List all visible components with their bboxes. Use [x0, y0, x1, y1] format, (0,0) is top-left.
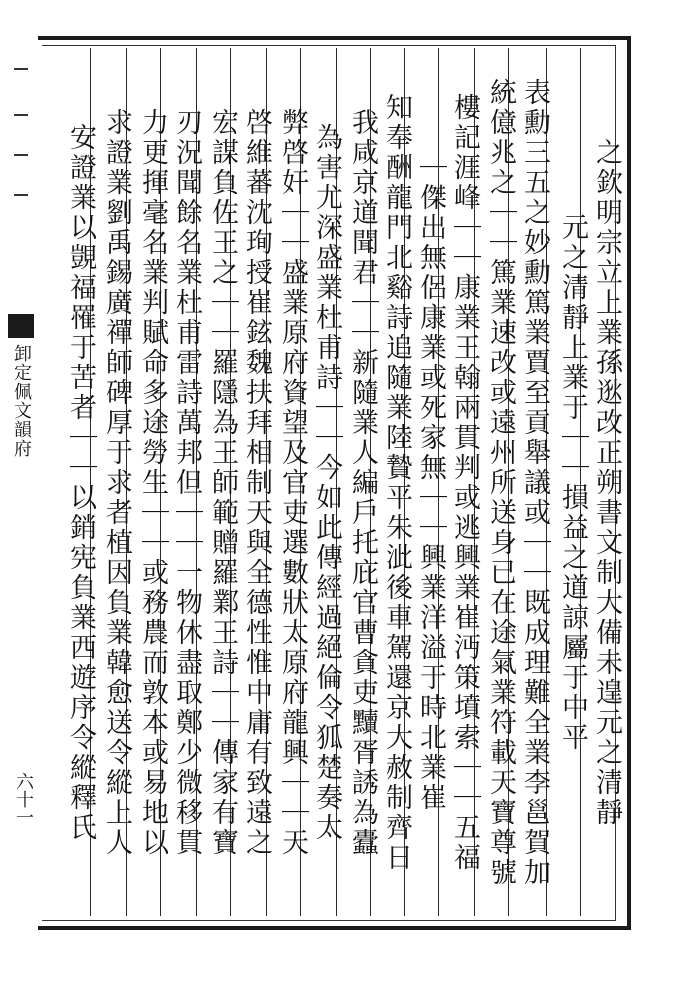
edge-mark: [14, 154, 28, 156]
edge-title: 卸定佩文韻府: [11, 344, 32, 458]
text-column-3: 表勳三五之妙勳篤業賈至貢舉議或｜｜既成理難全業李邕賀加: [519, 78, 550, 888]
text-column-10: 弊啓奸｜｜盛業原府資望及官吏選數狀太原府龍興｜｜天: [277, 108, 308, 858]
text-column-12: 宏謀負佐王之｜｜羅隱為王師範贈羅鄴王詩｜｜傳家有寶: [207, 108, 238, 858]
text-column-1: 之欽明宗立上業孫逖改正朔書文制大備未遑元之清靜: [591, 138, 622, 828]
text-column-6: ｜傑出無侶康業或死家無｜｜興業洋溢于時北業崔: [415, 153, 446, 813]
text-column-16: 安證業以覬福罹于苦者｜｜以銷宪負業西遊序令縱釋氏: [65, 123, 96, 843]
text-column-11: 啓維蕃沈珣授崔鉉魏扶拜相制天與全德性惟中庸有致遠之: [241, 108, 272, 858]
fish-tail-mark: [8, 314, 34, 338]
text-column-4: 統億兆之｜｜篤業速改或遠州所送身已在途氣業符載天寶尊號: [485, 78, 516, 888]
text-column-8: 我咸京道聞君｜｜新隨業人編戶托庇官曹貪吏黷胥誘為蠹: [347, 108, 378, 858]
text-column-9: 為害尤深盛業杜甫詩｜｜今如此傳經過絕倫令狐楚奏太: [311, 123, 342, 843]
text-column-7: 知奉酬龍門北谿詩追隨業陸贄平朱泚後車駕還京大赦制齊日: [381, 93, 412, 873]
text-column-13: 刃況聞餘名業杜甫雷詩萬邦但｜｜一物休盡取鄭少微移貫: [171, 108, 202, 858]
edge-mark: [14, 194, 28, 196]
page-edge: [4, 44, 34, 924]
text-column-2: 元之清靜上業于｜｜損益之道諒屬于中平: [557, 213, 588, 753]
text-column-14: 力更揮毫名業判賦命多途勞生｜｜或務農而敦本或易地以: [137, 108, 168, 858]
edge-mark: [14, 114, 28, 116]
edge-mark: [14, 68, 28, 70]
text-column-5: 樓記涯峰｜｜康業王翰兩貫判或逃興業崔沔策墳索｜｜五福: [449, 93, 480, 873]
folio-number: 六十一: [13, 772, 34, 826]
text-column-15: 求證業劉禹錫廣禪師碑厚于求者植因負業韓愈送令縱上人: [101, 108, 132, 858]
